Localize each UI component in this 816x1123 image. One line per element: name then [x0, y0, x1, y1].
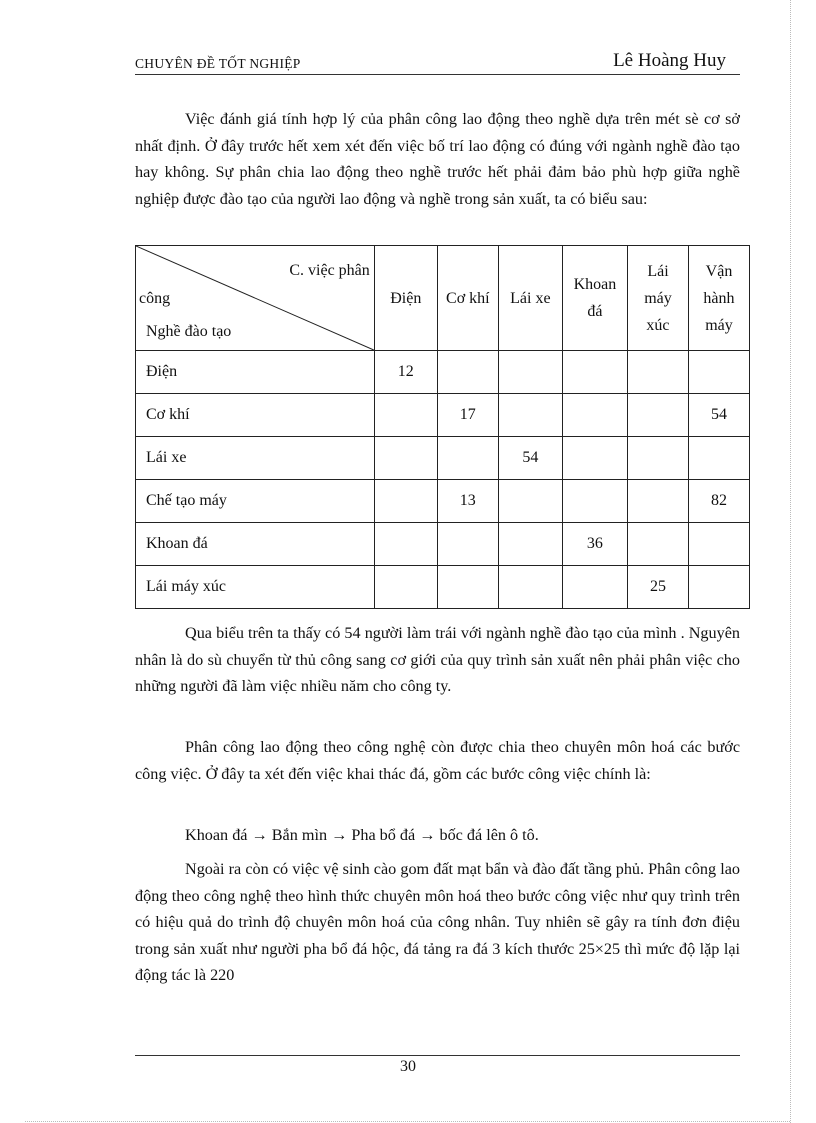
row-label: Lái máy xúc — [136, 566, 375, 609]
page-number: 30 — [400, 1058, 416, 1075]
table-cell — [374, 480, 437, 523]
table-cell — [374, 437, 437, 480]
row-label: Cơ khí — [136, 394, 375, 437]
table-cell: 54 — [498, 437, 562, 480]
row-label: Lái xe — [136, 437, 375, 480]
table-cell — [562, 351, 627, 394]
corner-label-mid: công — [139, 290, 171, 307]
table-row — [136, 351, 750, 394]
process-steps: Khoan đá → Bắn mìn → Pha bổ đá → bốc đá lên ô tô. — [185, 826, 539, 844]
column-header: Điện — [374, 246, 437, 351]
table-cell — [562, 480, 627, 523]
row-label: Chế tạo máy — [136, 480, 375, 523]
assignment-table — [135, 245, 750, 609]
table-cell — [688, 523, 749, 566]
table-row — [136, 566, 750, 609]
table-cell — [437, 523, 498, 566]
table-row — [136, 437, 750, 480]
column-header: Lái máy xúc — [627, 246, 688, 351]
table-cell — [498, 394, 562, 437]
column-header: Khoan đá — [562, 246, 627, 351]
column-header: Vận hành máy — [688, 246, 749, 351]
table-cell — [437, 566, 498, 609]
document-title: CHUYÊN ĐỀ TỐT NGHIỆP — [135, 56, 301, 71]
table-row — [136, 523, 750, 566]
table-cell: 54 — [688, 394, 749, 437]
table-header-row — [136, 246, 750, 351]
table-cell — [627, 351, 688, 394]
table-cell — [627, 480, 688, 523]
page-header — [135, 50, 740, 75]
technology-paragraph: Phân công lao động theo công nghệ còn được chia theo chuyên môn hoá các bước công việc. Ở đây ta xét đến việc khai thác đá, gồm các bước công việc chính là: — [135, 738, 740, 783]
table-cell — [374, 566, 437, 609]
table-cell: 25 — [627, 566, 688, 609]
analysis-paragraph: Qua biểu trên ta thấy có 54 người làm trái với ngành nghề đào tạo của mình . Nguyên nhân là do sù chuyển từ thủ công sang cơ giới của quy trình sản xuất nên phải phân việc cho những người đã làm việc nhiều năm cho công ty. — [135, 624, 740, 695]
table-cell — [374, 394, 437, 437]
table-cell: 82 — [688, 480, 749, 523]
table-cell — [562, 566, 627, 609]
page-edge-dotted-vertical — [790, 0, 791, 1123]
table-cell — [437, 351, 498, 394]
column-header: Lái xe — [498, 246, 562, 351]
table-cell — [562, 437, 627, 480]
intro-paragraph: Việc đánh giá tính hợp lý của phân công lao động theo nghề dựa trên mét sè cơ sở nhất định. Ở đây trước hết xem xét đến việc bố trí lao động có đúng với ngành nghề đào tạo hay không. Sự phân chia lao động theo nghề trước hết phải đảm bảo phù hợp giữa nghề nghiệp được đào tạo của người lao động và nghề trong sản xuất, ta có biểu sau: — [135, 110, 740, 208]
corner-label-bottom: Nghề đào tạo — [146, 323, 232, 340]
table-row — [136, 480, 750, 523]
table-cell — [627, 437, 688, 480]
table-cell: 12 — [374, 351, 437, 394]
table-cell — [498, 566, 562, 609]
corner-label-top: C. việc phân — [289, 262, 370, 279]
table-cell — [498, 523, 562, 566]
table-cell — [688, 351, 749, 394]
row-label: Điện — [136, 351, 375, 394]
column-header: Cơ khí — [437, 246, 498, 351]
table-cell: 13 — [437, 480, 498, 523]
table-cell — [437, 437, 498, 480]
table-row — [136, 394, 750, 437]
author-name: Lê Hoàng Huy — [613, 50, 726, 71]
table-cell — [627, 523, 688, 566]
table-cell: 17 — [437, 394, 498, 437]
table-cell — [498, 351, 562, 394]
table-cell — [627, 394, 688, 437]
footer-rule — [135, 1055, 740, 1056]
table-cell — [688, 437, 749, 480]
table-cell: 36 — [562, 523, 627, 566]
table-cell — [562, 394, 627, 437]
table-cell — [498, 480, 562, 523]
table-corner-cell — [136, 246, 375, 351]
table-cell — [688, 566, 749, 609]
page-edge-dotted — [25, 1121, 790, 1122]
row-label: Khoan đá — [136, 523, 375, 566]
table-cell — [374, 523, 437, 566]
specialization-paragraph: Ngoài ra còn có việc vệ sinh cào gom đất mạt bẩn và đào đất tầng phủ. Phân công lao động theo công nghệ theo hình thức chuyên môn hoá theo bước công việc như quy trình trên có hiệu quả do trình độ chuyên môn hoá của công nhân. Tuy nhiên sẽ gây ra tính đơn điệu trong sản xuất như người pha bổ đá hộc, đá tảng ra đá 3 kích thước 25×25 thì mức độ lặp lại động tác là 220 — [135, 860, 740, 984]
